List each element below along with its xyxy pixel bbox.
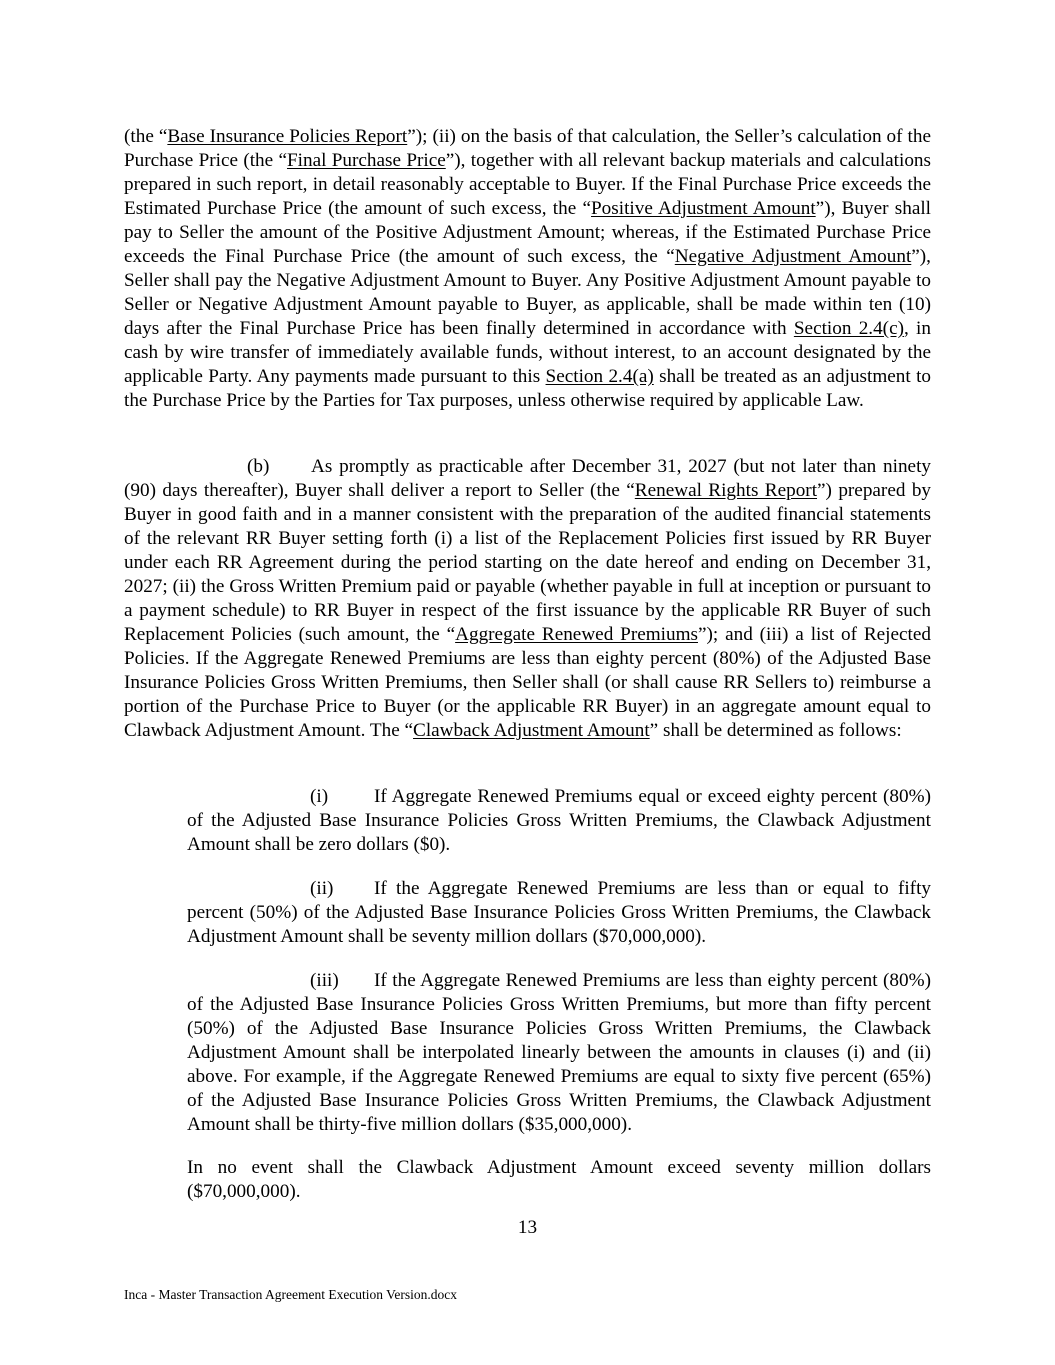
section-reference: Section 2.4(c) [793,318,904,339]
text-run: , in cash by wire transfer of immediately available funds, without interest, to an account designated by the applicable Party. Any payments made pursuant to this [124,318,931,387]
text-run: ”), Seller shall pay the Negative Adjustment Amount to Buyer. Any Positive Adjustment Amount payable to Seller or Negative Adjustment Amount payable to Buyer, as applicable, shall be made within ten (10) days after the Final Purchase Price has been finally determined in accordance with [124,246,931,339]
section-reference: Section 2.4(a) [545,366,654,387]
clause-text: If the Aggregate Renewed Premiums are less than eighty percent (80%) of the Adjusted Base Insurance Policies Gross Written Premiums, but more than fifty percent (50%) of the Adjusted Base Insurance Policies Gross Written Premiums, the Clawback Adjustment Amount shall be interpolated linearly between the amounts in clauses (i) and (ii) above. For example, if the Aggregate Renewed Premiums are equal to sixty five percent (65%) of the Adjusted Base Insurance Policies Gross Written Premiums, the Clawback Adjustment Amount shall be thirty-five million dollars ($35,000,000). [187,970,931,1135]
clause-text: If Aggregate Renewed Premiums equal or exceed eighty percent (80%) of the Adjusted Base Insurance Policies Gross Written Premiums, the Clawback Adjustment Amount shall be zero dollars ($0). [187,786,931,855]
clause-label: (ii) [310,878,334,899]
closing-paragraph: In no event shall the Clawback Adjustment Amount exceed seventy million dollars ($70,000,000). [187,1157,931,1202]
text-run: ” shall be determined as follows: [649,720,902,741]
defined-term: Negative Adjustment Amount [674,246,912,267]
text-run: ”); (ii) on the basis of that calculation, the Seller’s calculation of the Purchase Price (the “ [124,126,931,171]
clause-iii [187,969,931,1137]
defined-term: Renewal Rights Report [634,480,818,501]
defined-term: Positive Adjustment Amount [591,198,816,219]
text-run: ”), Buyer shall pay to Seller the amount of the Positive Adjustment Amount; whereas, if the Estimated Purchase Price exceeds the Final Purchase Price (the amount of such excess, the “ [124,198,931,267]
text-run: ”); and (iii) a list of Rejected Policies. If the Aggregate Renewed Premiums are less than eighty percent (80%) of the Adjusted Base Insurance Policies Gross Written Premiums, then Seller shall (or shall cause RR Sellers to) reimburse a portion of the Purchase Price to Buyer (or the applicable RR Buyer) in an aggregate amount equal to Clawback Adjustment Amount. The “ [124,624,931,741]
clause-label: (iii) [310,970,339,991]
clause-ii [187,877,931,949]
text-run: ”), together with all relevant backup materials and calculations prepared in such report, in detail reasonably acceptable to Buyer. If the Final Purchase Price exceeds the Estimated Purchase Price (the amount of such excess, the “ [124,150,931,219]
defined-term: Final Purchase Price [286,150,446,171]
clause-label: (i) [310,786,329,807]
paragraph-b [124,455,931,743]
paragraph-label: (b) [247,456,270,477]
text-run: shall be treated as an adjustment to the Purchase Price by the Parties for Tax purposes, unless otherwise required by applicable Law. [124,366,931,411]
text-run: ”) prepared by Buyer in good faith and in a manner consistent with the preparation of the audited financial statements of the relevant RR Buyer setting forth (i) a list of the Replacement Policies first issued by RR Buyer under each RR Agreement during the period starting on the date hereof and ending on December 31, 2027; (ii) the Gross Written Premium paid or payable (whether payable in full at inception or pursuant to a payment schedule) to RR Buyer in respect of the first issuance by the applicable RR Buyer of such Replacement Policies (such amount, the “ [124,480,932,645]
defined-term: Clawback Adjustment Amount [413,720,650,741]
paragraph-a-continuation [124,125,931,413]
clause-text: If the Aggregate Renewed Premiums are less than or equal to fifty percent (50%) of the Adjusted Base Insurance Policies Gross Written Premiums, the Clawback Adjustment Amount shall be seventy million dollars ($70,000,000). [187,878,931,947]
defined-term: Aggregate Renewed Premiums [455,624,698,645]
page-number: 13 [517,1217,538,1238]
defined-term: Base Insurance Policies Report [167,126,408,147]
text-run: (the “ [124,126,168,147]
clause-i [187,785,931,857]
footer-filename: Inca - Master Transaction Agreement Execution Version.docx [124,1287,458,1302]
text-run: As promptly as practicable after December 31, 2027 (but not later than ninety (90) days thereafter), Buyer shall deliver a report to Seller (the “ [124,456,931,501]
